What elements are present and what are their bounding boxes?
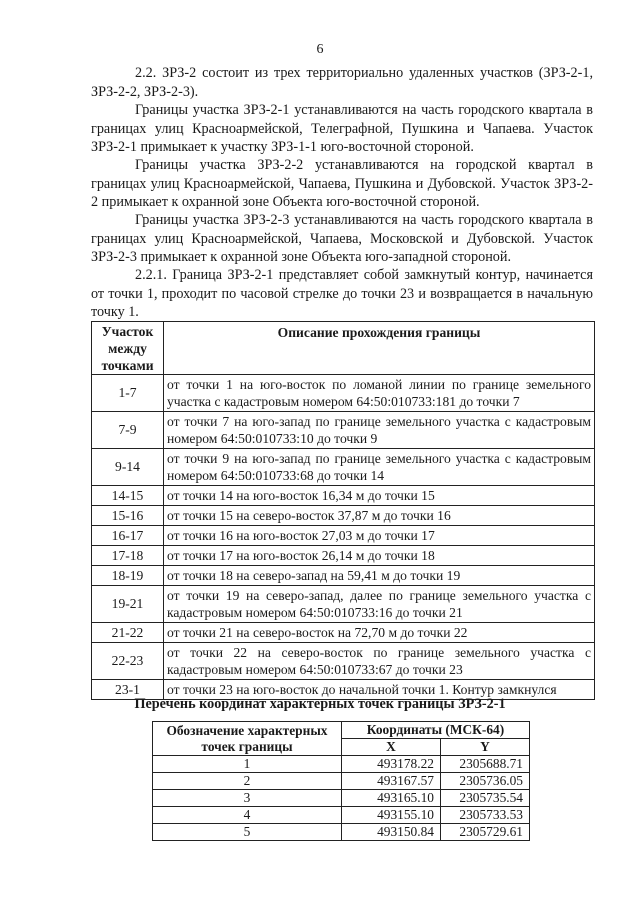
segment-cell: 21-22 xyxy=(92,623,164,643)
segment-cell: 14-15 xyxy=(92,486,164,506)
table-row xyxy=(92,506,595,526)
header-coordinates: Координаты (МСК-64) xyxy=(342,722,530,739)
table-row xyxy=(153,773,530,790)
segment-cell: 19-21 xyxy=(92,586,164,623)
coordinates-table xyxy=(152,721,530,841)
segment-cell: 7-9 xyxy=(92,412,164,449)
table-row xyxy=(92,566,595,586)
description-cell: от точки 16 на юго-восток 27,03 м до точки 17 xyxy=(164,526,595,546)
table-row xyxy=(92,546,595,566)
table-row xyxy=(92,586,595,623)
table-row xyxy=(92,526,595,546)
header-segment: Участок между точками xyxy=(92,322,164,375)
table-row xyxy=(153,824,530,841)
point-cell: 1 xyxy=(153,756,342,773)
table-row xyxy=(92,623,595,643)
header-x: X xyxy=(342,739,441,756)
table-row xyxy=(92,412,595,449)
point-cell: 4 xyxy=(153,807,342,824)
description-cell: от точки 15 на северо-восток 37,87 м до точки 16 xyxy=(164,506,595,526)
description-cell: от точки 1 на юго-восток по ломаной линии по границе земельного участка с кадастровым номером 64:50:010733:181 до точки 7 xyxy=(164,375,595,412)
segment-cell: 17-18 xyxy=(92,546,164,566)
x-coordinate-cell: 493178.22 xyxy=(342,756,441,773)
description-cell: от точки 23 на юго-восток до начальной точки 1. Контур замкнулся xyxy=(164,680,595,700)
paragraph-zrz2-1-bounds: Границы участка ЗРЗ-2-1 устанавливаются на часть городского квартала в границах улиц Красноармейской, Телеграфной, Пушкина и Чапаева. Участок ЗРЗ-2-1 примыкает к участку ЗРЗ-1-1 юго-восточной стороной. xyxy=(91,102,593,155)
table-row xyxy=(153,807,530,824)
x-coordinate-cell: 493150.84 xyxy=(342,824,441,841)
y-coordinate-cell: 2305733.53 xyxy=(441,807,530,824)
table-row xyxy=(92,375,595,412)
paragraph-zrz2-2-bounds: Границы участка ЗРЗ-2-2 устанавливаются на городской квартал в границах улиц Красноармейской, Чапаева, Пушкина и Дубовской. Участок ЗРЗ-2-2 примыкает к охранной зоне Объекта юго-восточной стороной. xyxy=(91,157,593,210)
header-description: Описание прохождения границы xyxy=(164,322,595,375)
y-coordinate-cell: 2305736.05 xyxy=(441,773,530,790)
segment-cell: 15-16 xyxy=(92,506,164,526)
description-cell: от точки 7 на юго-запад по границе земельного участка с кадастровым номером 64:50:010733:10 до точки 9 xyxy=(164,412,595,449)
header-points: Обозначение характерных точек границы xyxy=(153,722,342,756)
y-coordinate-cell: 2305729.61 xyxy=(441,824,530,841)
description-cell: от точки 22 на северо-восток по границе земельного участка с кадастровым номером 64:50:010733:67 до точки 23 xyxy=(164,643,595,680)
y-coordinate-cell: 2305688.71 xyxy=(441,756,530,773)
point-cell: 2 xyxy=(153,773,342,790)
x-coordinate-cell: 493165.10 xyxy=(342,790,441,807)
description-cell: от точки 17 на юго-восток 26,14 м до точки 18 xyxy=(164,546,595,566)
segment-cell: 16-17 xyxy=(92,526,164,546)
table-row xyxy=(92,486,595,506)
description-cell: от точки 19 на северо-запад, далее по границе земельного участка с кадастровым номером 64:50:010733:16 до точки 21 xyxy=(164,586,595,623)
page-number: 6 xyxy=(316,42,324,57)
x-coordinate-cell: 493155.10 xyxy=(342,807,441,824)
segment-cell: 1-7 xyxy=(92,375,164,412)
point-cell: 5 xyxy=(153,824,342,841)
description-cell: от точки 9 на юго-запад по границе земельного участка с кадастровым номером 64:50:010733:68 до точки 14 xyxy=(164,449,595,486)
table-row xyxy=(153,756,530,773)
description-cell: от точки 18 на северо-запад на 59,41 м до точки 19 xyxy=(164,566,595,586)
point-cell: 3 xyxy=(153,790,342,807)
coordinates-title: Перечень координат характерных точек границы ЗРЗ-2-1 xyxy=(134,696,506,712)
x-coordinate-cell: 493167.57 xyxy=(342,773,441,790)
description-cell: от точки 14 на юго-восток 16,34 м до точки 15 xyxy=(164,486,595,506)
y-coordinate-cell: 2305735.54 xyxy=(441,790,530,807)
segment-cell: 9-14 xyxy=(92,449,164,486)
paragraph-zrz2-1-contour: 2.2.1. Граница ЗРЗ-2-1 представляет собой замкнутый контур, начинается от точки 1, проходит по часовой стрелке до точки 23 и возвращается в начальную точку 1. xyxy=(91,267,593,320)
paragraph-zrz2-composition: 2.2. ЗРЗ-2 состоит из трех территориально удаленных участков (ЗРЗ-2-1, ЗРЗ-2-2, ЗРЗ-2-3). xyxy=(91,65,593,100)
segment-cell: 22-23 xyxy=(92,643,164,680)
description-cell: от точки 21 на северо-восток на 72,70 м до точки 22 xyxy=(164,623,595,643)
segment-cell: 23-1 xyxy=(92,680,164,700)
header-y: Y xyxy=(441,739,530,756)
boundary-description-table xyxy=(91,321,595,700)
segment-cell: 18-19 xyxy=(92,566,164,586)
table-row xyxy=(92,643,595,680)
paragraph-zrz2-3-bounds: Границы участка ЗРЗ-2-3 устанавливаются на часть городского квартала в границах улиц Красноармейской, Чапаева, Московской и Дубовской. Участок ЗРЗ-2-3 примыкает к охранной зоне Объекта юго-западной стороной. xyxy=(91,212,593,265)
table-row xyxy=(153,790,530,807)
table-row xyxy=(92,449,595,486)
